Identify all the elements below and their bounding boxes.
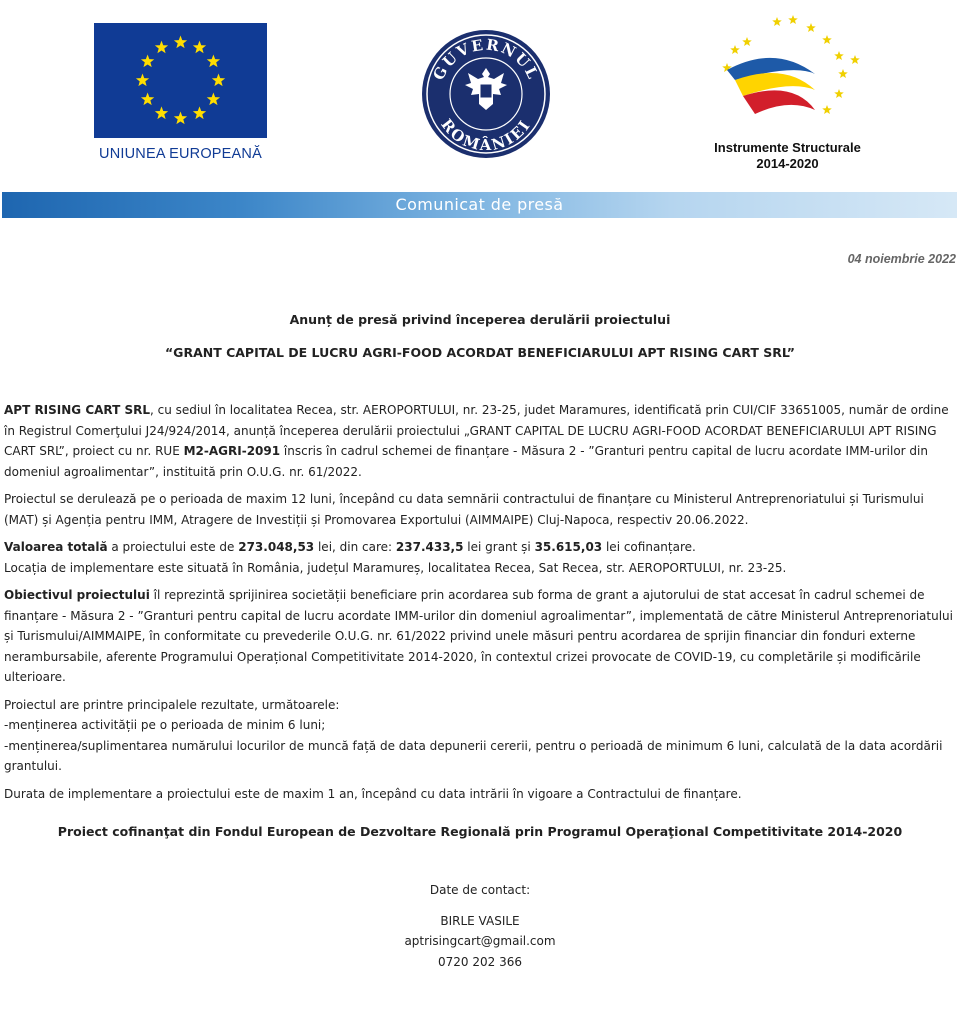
project-title: “GRANT CAPITAL DE LUCRU AGRI-FOOD ACORDAT BENEFICIARULUI APT RISING CART SRL” xyxy=(164,345,796,360)
announcement-heading: Anunț de presă privind începerea derulării proiectului xyxy=(289,312,671,327)
gov-logo-top-text: GUVERNUL xyxy=(429,35,543,84)
contact-phone: 0720 202 366 xyxy=(438,954,522,969)
result-item: -menținerea activității pe o perioada de minim 6 luni; xyxy=(4,718,326,732)
structural-instruments-caption xyxy=(690,140,885,172)
star-icon xyxy=(730,45,740,54)
cofinance-value: 35.615,03 xyxy=(534,540,603,554)
contact-block xyxy=(0,880,960,972)
star-icon xyxy=(850,55,860,64)
star-icon xyxy=(742,37,752,46)
contact-email[interactable]: aptrisingcart@gmail.com xyxy=(404,934,556,948)
star-icon xyxy=(788,15,798,24)
star-icon xyxy=(834,89,844,98)
paragraph-value: Valoarea totală a proiectului este de 273.048,53 lei, din care: 237.433,5 lei grant și 35.615,03 lei cofinanțare. Locația de implementare este situată în România, județul Maramureș, localitatea Recea, Sat Recea, str. AEROPORTULUI, nr. 23-25. xyxy=(4,540,787,575)
is-caption-line1: Instrumente Structurale xyxy=(714,140,861,155)
is-caption-line2: 2014-2020 xyxy=(756,156,819,171)
contact-name: BIRLE VASILE xyxy=(440,913,520,928)
cofinance-statement: Proiect cofinanţat din Fondul European de Dezvoltare Regională prin Programul Operaţional Competitivitate 2014-2020 xyxy=(57,824,903,839)
eu-flag-logo xyxy=(94,23,267,138)
instrumente-structurale-logo xyxy=(715,14,885,134)
paragraph-objective: Obiectivul proiectului îl reprezintă sprijinirea societății beneficiare prin acordarea sub forma de grant a ajutorului de stat accesat în cadrul schemei de finanțare - Măsura 2 - ”Granturi pentru capital de lucru acordate IMM-urilor din domeniul agroalimentar”, implementată de către Ministerul Antreprenoriatului și Turismului/AIMMAIPE, în conformitate cu prevederile O.U.G. nr. 61/2022 privind unele măsuri pentru acordarea de sprijin financiar din fonduri externe nerambursabile, aferente Programului Operațional Competitivitate 2014-2020, în contextul crizei provocate de COVID-19, cu completările și modificările ulterioare. xyxy=(4,588,953,684)
paragraph-implementation-duration: Durata de implementare a proiectului este de maxim 1 an, începând cu data intrării în vigoare a Contractului de finanțare. xyxy=(4,786,742,801)
company-name: APT RISING CART SRL xyxy=(4,403,151,417)
project-code: M2-AGRI-2091 xyxy=(183,444,281,458)
eu-caption: UNIUNEA EUROPEANĂ xyxy=(99,146,262,162)
logo-header xyxy=(0,0,960,190)
star-icon xyxy=(822,105,832,114)
gov-logo-bottom-text: ROMÂNIEI xyxy=(437,115,535,155)
star-icon xyxy=(772,17,782,26)
press-release-banner xyxy=(2,192,957,218)
release-date: 04 noiembrie 2022 xyxy=(847,252,956,266)
paragraph-results: Proiectul are printre principalele rezultate, următoarele: -menținerea activității pe o perioada de minim 6 luni; -menținerea/suplimentarea numărului locurilor de muncă față de data depunerii cererii, pentru o perioadă de minimum 6 luni, calculată de la data acordării grantului. xyxy=(4,697,943,773)
contact-label: Date de contact: xyxy=(429,883,531,897)
banner-title: Comunicat de presă xyxy=(395,195,564,214)
result-item: -menținerea/suplimentarea numărului locurilor de muncă față de data depunerii cererii, pentru o perioadă de minimum 6 luni, calculată de la data acordării grantului. xyxy=(4,738,943,773)
grant-value: 237.433,5 xyxy=(395,540,464,554)
paragraph-beneficiary: APT RISING CART SRL, cu sediul în localitatea Recea, str. AEROPORTULUI, nr. 23-25, judet Maramures, identificată prin CUI/CIF 33651005, număr de ordine în Registrul Comerţului J24/924/2014, anunță începerea derulării proiectului „GRANT CAPITAL DE LUCRU AGRI-FOOD ACORDAT BENEFICIARULUI APT RISING CART SRL”, proiect cu nr. RUE M2-AGRI-2091 înscris în cadrul schemei de finanțare - Măsura 2 - ”Granturi pentru capital de lucru acordate IMM-urilor din domeniul agroalimentar”, instituită prin O.U.G. nr. 61/2022. xyxy=(4,403,949,479)
star-icon xyxy=(834,51,844,60)
romanian-government-logo xyxy=(418,28,554,158)
total-value: 273.048,53 xyxy=(238,540,315,554)
paragraph-duration: Proiectul se derulează pe o perioada de maxim 12 luni, începând cu data semnării contractului de finanțare cu Ministerul Antreprenoriatului și Turismului (MAT) și Agenția pentru IMM, Atragere de Investiții și Promovarea Exportului (AIMMAIPE) Cluj-Napoca, respectiv 20.06.2022. xyxy=(4,492,924,527)
star-icon xyxy=(822,35,832,44)
implementation-location: Locația de implementare este situată în România, județul Maramureș, localitatea Recea, Sat Recea, str. AEROPORTULUI, nr. 23-25. xyxy=(4,560,787,575)
press-release-body xyxy=(4,400,954,811)
star-icon xyxy=(806,23,816,32)
star-icon xyxy=(838,69,848,78)
